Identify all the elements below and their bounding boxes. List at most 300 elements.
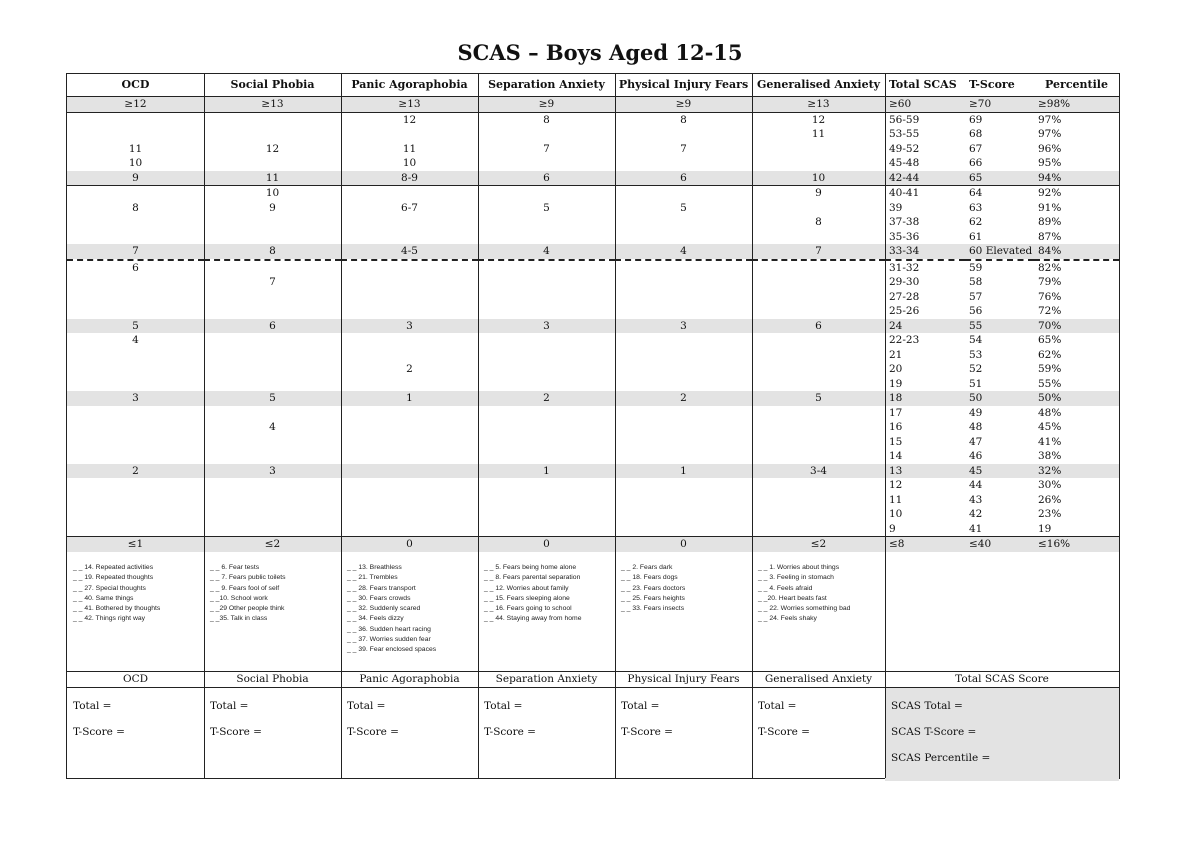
column-header: T-Score xyxy=(965,74,1034,97)
table-cell: 5 xyxy=(204,391,341,406)
table-cell xyxy=(478,377,615,392)
table-row xyxy=(67,186,1119,201)
table-cell xyxy=(67,230,204,245)
table-cell xyxy=(615,275,752,290)
table-cell xyxy=(615,478,752,493)
table-cell xyxy=(204,304,341,319)
header-row xyxy=(67,74,1119,97)
table-cell: ≥70 xyxy=(965,97,1034,113)
table-cell: 12 xyxy=(889,479,903,491)
total-field[interactable]: Total = xyxy=(210,700,249,712)
table-cell xyxy=(615,377,752,392)
table-cell xyxy=(204,230,341,245)
table-cell xyxy=(752,156,885,171)
table-cell: 19 xyxy=(1034,522,1119,537)
table-cell: 59% xyxy=(1038,363,1062,375)
list-item: _ _ 44. Staying away from home xyxy=(484,615,582,623)
table-cell: 96% xyxy=(1038,142,1062,155)
table-cell: 3 xyxy=(615,319,752,334)
table-cell xyxy=(341,290,478,305)
table-cell xyxy=(204,348,341,363)
score-summary xyxy=(67,671,1119,781)
list-item: _ _ 36. Sudden heart racing xyxy=(347,625,431,633)
table-cell: 23% xyxy=(1038,508,1062,520)
table-cell: 42-44 xyxy=(885,171,965,186)
table-cell xyxy=(341,215,478,230)
table-cell: 5 xyxy=(752,391,885,406)
table-cell xyxy=(752,493,885,508)
item-column xyxy=(484,563,581,625)
table-cell: 2 xyxy=(478,391,615,406)
table-cell: 10 xyxy=(265,187,280,199)
table-cell xyxy=(615,290,752,305)
table-cell: 1 xyxy=(341,391,478,406)
table-cell xyxy=(67,522,204,537)
table-cell xyxy=(67,435,204,450)
list-item: _ _ 9. Fears fool of self xyxy=(210,584,280,592)
table-cell xyxy=(67,507,204,522)
table-cell: 7 xyxy=(67,244,204,260)
table-cell: 6 xyxy=(204,319,341,334)
table-cell: 66 xyxy=(969,157,983,169)
table-cell xyxy=(204,260,341,276)
table-cell: 50% xyxy=(1034,391,1119,406)
table-cell xyxy=(615,304,752,319)
table-cell xyxy=(615,522,752,537)
table-cell xyxy=(478,127,615,142)
list-item: _ _ 2. Fears dark xyxy=(621,564,673,571)
table-cell: 30% xyxy=(1038,479,1062,491)
table-row xyxy=(67,333,1119,348)
table-cell xyxy=(204,449,341,464)
table-cell: 11 xyxy=(889,493,903,506)
table-cell: 0 xyxy=(341,537,478,552)
table-cell xyxy=(752,420,885,435)
table-cell xyxy=(478,260,615,276)
table-cell: 62 xyxy=(969,216,983,228)
table-cell: 31-32 xyxy=(889,261,920,274)
table-cell: 8-9 xyxy=(341,171,478,186)
table-cell: 55% xyxy=(1038,377,1062,390)
summary-column-header: Physical Injury Fears xyxy=(615,672,752,688)
tscore-field[interactable]: T-Score = xyxy=(73,726,125,738)
table-cell xyxy=(341,478,478,493)
column-divider xyxy=(885,74,886,778)
table-cell: 89% xyxy=(1038,216,1062,228)
tscore-field[interactable]: T-Score = xyxy=(210,726,262,738)
table-row xyxy=(67,464,1119,479)
table-cell: 55 xyxy=(965,319,1034,334)
list-item: _ _ 24. Feels shaky xyxy=(758,615,817,623)
table-cell: 10 xyxy=(128,157,143,169)
table-cell xyxy=(341,507,478,522)
list-item: _ _ 39. Fear enclosed spaces xyxy=(347,646,437,654)
list-item: _ _ 28. Fears transport xyxy=(347,584,416,592)
table-cell: 3 xyxy=(341,319,478,334)
table-cell: 5 xyxy=(543,201,550,214)
table-cell xyxy=(752,406,885,421)
table-cell xyxy=(615,127,752,142)
table-cell xyxy=(478,449,615,464)
scas-percentile-field[interactable]: SCAS Percentile = xyxy=(891,752,991,764)
table-cell: 1 xyxy=(615,464,752,479)
table-cell: 51 xyxy=(969,377,983,390)
item-lists xyxy=(67,563,1119,673)
column-divider xyxy=(204,74,205,778)
table-cell: 8 xyxy=(680,113,687,126)
table-cell xyxy=(752,449,885,464)
table-cell xyxy=(478,406,615,421)
table-cell xyxy=(204,507,341,522)
table-cell xyxy=(204,215,341,230)
table-cell: 6 xyxy=(615,171,752,186)
table-cell: 79% xyxy=(1038,276,1062,288)
column-divider xyxy=(478,74,479,778)
table-cell: 97% xyxy=(1038,113,1062,126)
item-column xyxy=(210,563,286,625)
table-cell xyxy=(752,142,885,157)
table-cell: 39 xyxy=(889,201,903,214)
table-cell: 29-30 xyxy=(889,276,920,288)
table-cell: 5 xyxy=(680,201,687,214)
table-row xyxy=(67,275,1119,290)
table-cell: 82% xyxy=(1038,261,1062,274)
table-row xyxy=(67,244,1119,260)
tscore-field[interactable]: T-Score = xyxy=(621,726,673,738)
list-item: _ _ 27. Special thoughts xyxy=(73,584,146,592)
table-cell xyxy=(752,507,885,522)
table-row xyxy=(67,260,1119,276)
table-cell xyxy=(204,112,341,127)
table-cell: ≥9 xyxy=(478,97,615,113)
table-cell: 41% xyxy=(1038,435,1062,448)
table-row xyxy=(67,377,1119,392)
table-cell: 10 xyxy=(752,171,885,186)
table-cell: 49-52 xyxy=(889,142,920,155)
table-cell: 6 xyxy=(478,171,615,186)
table-cell: ≥98% xyxy=(1034,97,1119,113)
table-cell: 25-26 xyxy=(889,305,920,317)
total-field[interactable]: Total = xyxy=(347,700,386,712)
table-cell: 21 xyxy=(889,348,903,361)
table-cell: 57 xyxy=(969,290,983,303)
list-item: _ _ 25. Fears heights xyxy=(621,594,685,602)
list-item: _ _ 8. Fears parental separation xyxy=(484,574,581,582)
table-cell: 94% xyxy=(1034,171,1119,186)
table-cell xyxy=(615,406,752,421)
table-cell: 0 xyxy=(615,537,752,552)
table-cell: 26% xyxy=(1038,493,1062,506)
column-header: Physical Injury Fears xyxy=(615,74,752,97)
table-cell: ≥12 xyxy=(67,97,204,113)
table-cell: 97% xyxy=(1038,128,1062,140)
table-cell xyxy=(478,493,615,508)
table-cell xyxy=(67,215,204,230)
column-divider xyxy=(752,74,753,778)
table-cell xyxy=(67,478,204,493)
table-cell xyxy=(478,186,615,201)
table-cell: 2 xyxy=(67,464,204,479)
table-cell: 68 xyxy=(969,128,983,140)
tscore-field[interactable]: T-Score = xyxy=(758,726,810,738)
table-row xyxy=(67,522,1119,537)
table-cell xyxy=(752,304,885,319)
list-item: _ _ 6. Fear tests xyxy=(210,564,260,571)
table-cell: 4 xyxy=(269,421,276,433)
list-item: _ _ 4. Feels afraid xyxy=(758,584,813,592)
table-cell xyxy=(341,275,478,290)
table-row xyxy=(67,391,1119,406)
scas-tscore-field[interactable]: SCAS T-Score = xyxy=(891,726,977,738)
table-cell: 69 xyxy=(969,113,983,126)
table-cell: 0 xyxy=(478,537,615,552)
column-header: Separation Anxiety xyxy=(478,74,615,97)
table-cell xyxy=(478,507,615,522)
table-cell: 32% xyxy=(1034,464,1119,479)
table-cell xyxy=(478,348,615,363)
table-cell: 70% xyxy=(1034,319,1119,334)
column-header: Percentile xyxy=(1034,74,1119,97)
table-row xyxy=(67,478,1119,493)
list-item: _ _ 42. Things right way xyxy=(73,615,146,623)
table-cell xyxy=(752,333,885,348)
table-cell: 64 xyxy=(969,187,983,199)
item-column xyxy=(621,563,685,614)
page-title: SCAS – Boys Aged 12-15 xyxy=(457,40,743,65)
table-cell: 65 xyxy=(965,171,1034,186)
table-row xyxy=(67,127,1119,142)
list-item: _ _ 34. Feels dizzy xyxy=(347,615,404,623)
table-cell xyxy=(615,186,752,201)
list-item: _ _ 37. Worries sudden fear xyxy=(347,636,431,644)
table-cell xyxy=(615,215,752,230)
item-column xyxy=(73,563,160,625)
summary-column-header: Generalised Anxiety xyxy=(752,672,885,688)
total-field[interactable]: Total = xyxy=(621,700,660,712)
table-row xyxy=(67,348,1119,363)
table-cell: 3-4 xyxy=(752,464,885,479)
list-item: _ _20. Heart beats fast xyxy=(758,594,827,602)
table-cell: 52 xyxy=(969,363,983,375)
table-cell: 13 xyxy=(885,464,965,479)
list-item: _ _ 21. Trembles xyxy=(347,574,398,582)
table-row xyxy=(67,290,1119,305)
table-row xyxy=(67,507,1119,522)
column-header: Panic Agoraphobia xyxy=(341,74,478,97)
table-cell: 8 xyxy=(204,244,341,260)
table-cell xyxy=(341,464,478,479)
table-cell: 8 xyxy=(815,216,822,228)
table-cell xyxy=(204,493,341,508)
table-cell: 44 xyxy=(969,479,983,491)
table-cell: 45-48 xyxy=(889,157,920,169)
table-row xyxy=(67,201,1119,216)
total-field[interactable]: Total = xyxy=(484,700,523,712)
table-cell: 76% xyxy=(1038,290,1062,303)
tscore-field[interactable]: T-Score = xyxy=(484,726,536,738)
table-cell: 3 xyxy=(204,464,341,479)
table-cell xyxy=(341,348,478,363)
table-cell: 42 xyxy=(969,508,983,520)
table-cell xyxy=(478,304,615,319)
table-cell: 10 xyxy=(889,508,903,520)
table-cell xyxy=(204,522,341,537)
table-cell xyxy=(204,333,341,348)
table-cell xyxy=(615,435,752,450)
table-cell: 6 xyxy=(752,319,885,334)
list-item: _ _ 16. Fears going to school xyxy=(484,605,572,613)
table-cell: 4-5 xyxy=(341,244,478,260)
table-cell: 84% xyxy=(1034,244,1119,260)
table-cell: 37-38 xyxy=(889,216,920,228)
list-item: _ _ 1. Worries about things xyxy=(758,564,840,571)
table-cell xyxy=(752,275,885,290)
table-cell: 3 xyxy=(67,391,204,406)
table-cell: 33-34 xyxy=(885,244,965,260)
table-cell: 9 xyxy=(269,201,276,214)
table-cell: 43 xyxy=(969,493,983,506)
table-cell xyxy=(478,215,615,230)
table-cell: 19 xyxy=(889,377,903,390)
table-cell: 91% xyxy=(1038,201,1062,214)
table-cell: 11 xyxy=(128,142,143,155)
table-cell xyxy=(752,435,885,450)
summary-column-header: Social Phobia xyxy=(204,672,341,688)
column-divider xyxy=(341,74,342,778)
table-row xyxy=(67,304,1119,319)
scas-total-field[interactable]: SCAS Total = xyxy=(891,700,963,712)
list-item: _ _ 40. Same things xyxy=(73,594,134,602)
table-cell xyxy=(615,362,752,377)
table-cell xyxy=(204,435,341,450)
table-cell xyxy=(67,275,204,290)
table-row xyxy=(67,97,1119,113)
column-header: Generalised Anxiety xyxy=(752,74,885,97)
table-cell: ≥9 xyxy=(615,97,752,113)
table-cell: ≥60 xyxy=(885,97,965,113)
table-cell: 6-7 xyxy=(401,201,418,214)
table-cell: 9 xyxy=(67,171,204,186)
table-cell xyxy=(67,348,204,363)
table-cell: 1 xyxy=(478,464,615,479)
table-cell: 6 xyxy=(132,261,139,274)
table-cell xyxy=(341,230,478,245)
table-cell xyxy=(752,522,885,537)
column-divider xyxy=(615,74,616,778)
table-cell: 47 xyxy=(969,435,983,448)
table-cell xyxy=(67,420,204,435)
table-cell: 63 xyxy=(969,201,983,214)
table-cell: 54 xyxy=(969,334,983,346)
table-cell: 56-59 xyxy=(889,113,920,126)
table-cell: 15 xyxy=(889,435,903,448)
table-cell xyxy=(204,478,341,493)
list-item: _ _ 14. Repeated activities xyxy=(73,564,154,571)
table-cell: 24 xyxy=(885,319,965,334)
table-cell xyxy=(67,290,204,305)
table-cell xyxy=(67,377,204,392)
list-item: _ _10. School work xyxy=(210,594,268,602)
table-cell xyxy=(341,304,478,319)
table-cell: 8 xyxy=(543,113,550,126)
list-item: _ _ 5. Fears being home alone xyxy=(484,564,577,571)
table-cell xyxy=(67,112,204,127)
table-cell: 45 xyxy=(965,464,1034,479)
table-cell: 2 xyxy=(615,391,752,406)
table-cell: 22-23 xyxy=(889,334,920,346)
table-cell xyxy=(478,522,615,537)
table-cell: 9 xyxy=(885,522,965,537)
table-cell: 56 xyxy=(969,305,983,317)
total-field[interactable]: Total = xyxy=(758,700,797,712)
table-cell: 4 xyxy=(478,244,615,260)
table-cell xyxy=(67,449,204,464)
list-item: _ _ 41. Bothered by thoughts xyxy=(73,605,161,613)
table-cell xyxy=(752,377,885,392)
table-row xyxy=(67,142,1119,157)
table-cell: 16 xyxy=(889,421,903,433)
table-cell xyxy=(67,406,204,421)
summary-column-header: Total SCAS Score xyxy=(885,672,1119,688)
table-cell xyxy=(478,362,615,377)
table-cell: ≤40 xyxy=(965,537,1034,552)
table-cell: 65% xyxy=(1038,334,1062,346)
table-cell: 50 xyxy=(965,391,1034,406)
table-cell: 53 xyxy=(969,348,983,361)
table-cell: 9 xyxy=(815,187,822,199)
table-cell xyxy=(341,522,478,537)
table-cell: 38% xyxy=(1038,450,1062,462)
table-row xyxy=(67,493,1119,508)
table-row xyxy=(67,449,1119,464)
table-row xyxy=(67,230,1119,245)
table-cell xyxy=(341,377,478,392)
table-cell xyxy=(478,290,615,305)
table-cell: 18 xyxy=(885,391,965,406)
table-cell xyxy=(478,230,615,245)
table-cell xyxy=(67,186,204,201)
table-row xyxy=(67,215,1119,230)
list-item: _ _ 23. Fears doctors xyxy=(621,584,686,592)
table-cell: 11 xyxy=(402,142,417,155)
table-cell xyxy=(341,260,478,276)
table-cell: 48 xyxy=(969,421,983,433)
table-cell xyxy=(67,362,204,377)
table-row xyxy=(67,537,1119,552)
table-cell: 35-36 xyxy=(889,230,920,243)
tscore-field[interactable]: T-Score = xyxy=(347,726,399,738)
table-cell xyxy=(341,449,478,464)
table-cell: ≥13 xyxy=(341,97,478,113)
table-cell: 7 xyxy=(543,142,550,155)
total-field[interactable]: Total = xyxy=(73,700,112,712)
table-cell xyxy=(752,290,885,305)
table-cell xyxy=(204,156,341,171)
norms-table xyxy=(67,74,1119,552)
table-cell: 7 xyxy=(680,142,687,155)
table-cell: 60 Elevated xyxy=(965,244,1034,260)
table-cell: 20 xyxy=(889,363,903,375)
table-row xyxy=(67,319,1119,334)
table-cell: 2 xyxy=(406,363,413,375)
table-cell xyxy=(752,362,885,377)
table-cell xyxy=(615,333,752,348)
table-cell xyxy=(204,377,341,392)
table-cell xyxy=(615,348,752,363)
table-cell xyxy=(341,127,478,142)
table-cell: 53-55 xyxy=(889,128,920,140)
table-cell xyxy=(478,420,615,435)
